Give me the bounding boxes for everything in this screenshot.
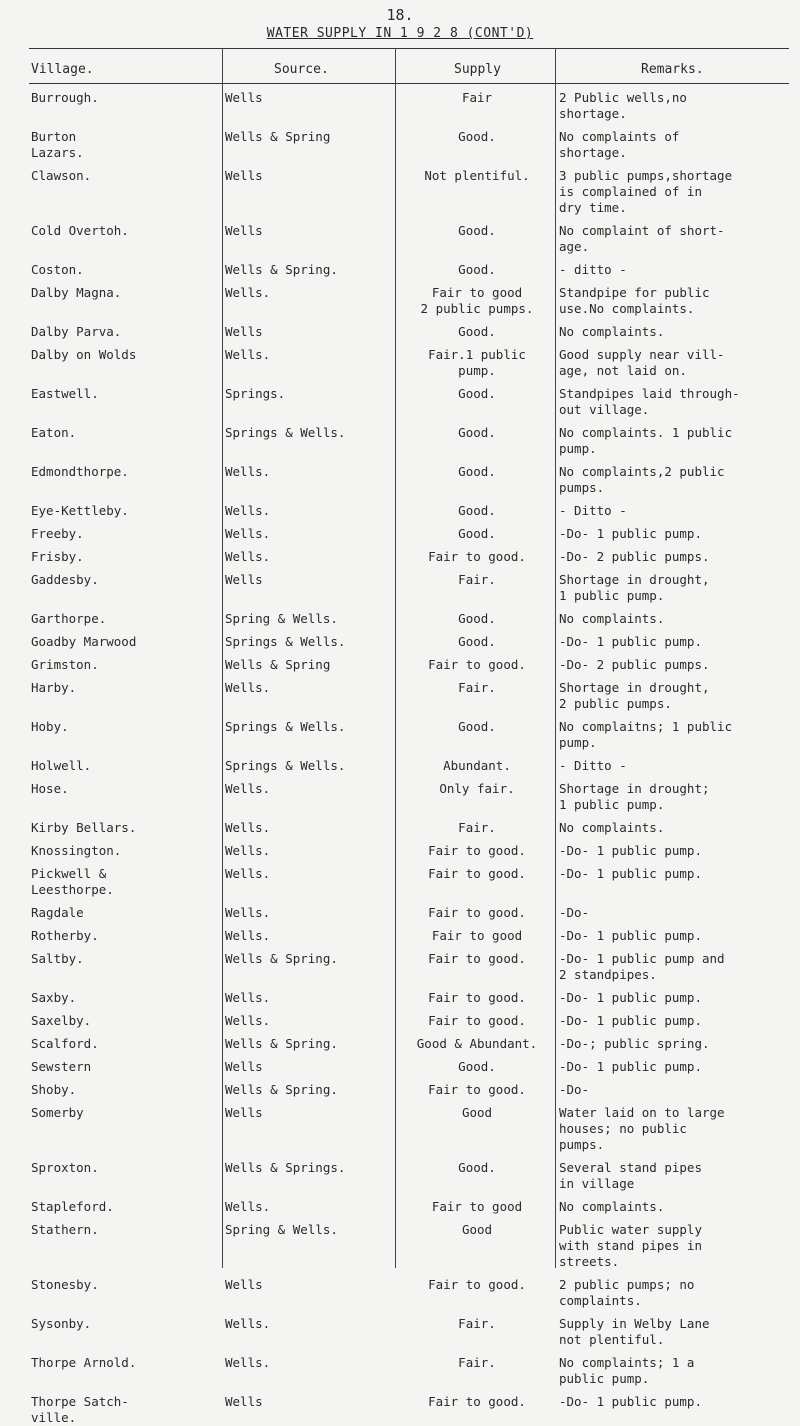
source-cell: Wells & Spring. [225, 262, 338, 277]
village-cell: Stapleford. [31, 1199, 114, 1214]
village-cell: Harby. [31, 680, 77, 695]
remarks-cell: -Do- 1 public pump. [559, 843, 702, 858]
remarks-cell: Several stand pipes in village [559, 1160, 702, 1191]
supply-cell: Fair to good. [428, 1013, 526, 1028]
source-cell: Wells. [225, 781, 271, 796]
village-cell: Frisby. [31, 549, 84, 564]
supply-cell: Good. [458, 223, 496, 238]
supply-cell: Good. [458, 1059, 496, 1074]
page-title [0, 26, 800, 41]
remarks-cell: No complaints. [559, 1199, 665, 1214]
remarks-cell: Water laid on to large houses; no public pumps. [559, 1105, 725, 1152]
remarks-cell: Standpipe for public use.No complaints. [559, 285, 710, 316]
village-cell: Sproxton. [31, 1160, 99, 1175]
supply-cell: Good. [458, 324, 496, 339]
remarks-cell: No complaints. 1 public pump. [559, 425, 733, 456]
remarks-cell: -Do- 1 public pump. [559, 928, 702, 943]
source-cell: Wells. [225, 905, 271, 920]
source-cell: Wells [225, 324, 263, 339]
village-cell: Kirby Bellars. [31, 820, 137, 835]
source-cell: Wells. [225, 526, 271, 541]
supply-cell: Fair to good. [428, 549, 526, 564]
remarks-cell: No complaints. [559, 611, 665, 626]
supply-cell: Only fair. [439, 781, 515, 796]
supply-cell: Good. [458, 129, 496, 144]
village-cell: Holwell. [31, 758, 92, 773]
remarks-cell: -Do- 1 public pump and 2 standpipes. [559, 951, 725, 982]
supply-cell: Fair to good. [428, 1394, 526, 1409]
remarks-cell: 2 public pumps; no complaints. [559, 1277, 695, 1308]
village-cell: Ragdale [31, 905, 84, 920]
village-cell: Edmondthorpe. [31, 464, 129, 479]
source-cell: Springs. [225, 386, 286, 401]
water-supply-table [29, 48, 789, 1425]
column-divider [222, 48, 223, 1268]
page-number: 18. [386, 6, 414, 24]
source-cell: Wells. [225, 549, 271, 564]
village-cell: Sewstern [31, 1059, 92, 1074]
remarks-cell: No complaint of short- age. [559, 223, 725, 254]
table-header-rule [29, 83, 789, 84]
remarks-cell: No complaints,2 public pumps. [559, 464, 725, 495]
source-cell: Wells. [225, 990, 271, 1005]
source-cell: Springs & Wells. [225, 758, 346, 773]
village-cell: Scalford. [31, 1036, 99, 1051]
source-cell: Wells & Spring. [225, 1082, 338, 1097]
village-cell: Eaton. [31, 425, 77, 440]
remarks-cell: -Do-; public spring. [559, 1036, 710, 1051]
remarks-cell: -Do- 2 public pumps. [559, 657, 710, 672]
remarks-cell: -Do- 1 public pump. [559, 526, 702, 541]
source-cell: Wells. [225, 1316, 271, 1331]
supply-cell: Fair to good. [428, 905, 526, 920]
village-cell: Dalby Magna. [31, 285, 122, 300]
supply-cell: Good [461, 1105, 493, 1120]
village-cell: Coston. [31, 262, 84, 277]
village-cell: Stathern. [31, 1222, 99, 1237]
source-cell: Spring & Wells. [225, 1222, 338, 1237]
source-cell: Wells. [225, 843, 271, 858]
village-cell: Eye-Kettleby. [31, 503, 129, 518]
village-cell: Clawson. [31, 168, 92, 183]
remarks-cell: No complaints. [559, 820, 665, 835]
remarks-cell: Good supply near vill- age, not laid on. [559, 347, 725, 378]
column-header-remarks: Remarks. [641, 62, 704, 77]
supply-cell: Good. [458, 719, 496, 734]
remarks-cell: No complaitns; 1 public pump. [559, 719, 733, 750]
village-cell: Hoby. [31, 719, 69, 734]
remarks-cell: -Do- 1 public pump. [559, 866, 702, 881]
village-cell: Gaddesby. [31, 572, 99, 587]
village-cell: Hose. [31, 781, 69, 796]
source-cell: Wells [225, 572, 263, 587]
source-cell: Wells & Spring. [225, 951, 338, 966]
source-cell: Wells. [225, 464, 271, 479]
table-top-rule [29, 48, 789, 49]
supply-cell: Fair. [458, 572, 496, 587]
remarks-cell: -Do- 1 public pump. [559, 1394, 702, 1409]
village-cell: Sysonby. [31, 1316, 92, 1331]
village-cell: Thorpe Arnold. [31, 1355, 137, 1370]
supply-cell: Fair to good. [428, 1082, 526, 1097]
remarks-cell: Shortage in drought, 2 public pumps. [559, 680, 710, 711]
remarks-cell: -Do- [559, 905, 590, 920]
column-divider [395, 48, 396, 1268]
source-cell: Springs & Wells. [225, 634, 346, 649]
column-header-supply: Supply [454, 62, 501, 77]
supply-cell: Fair to good. [428, 951, 526, 966]
supply-cell: Abundant. [443, 758, 511, 773]
supply-cell: Fair. [458, 680, 496, 695]
remarks-cell: 3 public pumps,shortage is complained of in dry time. [559, 168, 733, 215]
supply-cell: Good. [458, 526, 496, 541]
village-cell: Stonesby. [31, 1277, 99, 1292]
supply-cell: Fair to good. [428, 990, 526, 1005]
village-cell: Somerby [31, 1105, 84, 1120]
remarks-cell: Shortage in drought; 1 public pump. [559, 781, 710, 812]
village-cell: Burrough. [31, 90, 99, 105]
supply-cell: Fair to good [431, 1199, 523, 1214]
remarks-cell: -Do- 1 public pump. [559, 1059, 702, 1074]
village-cell: Freeby. [31, 526, 84, 541]
supply-cell: Fair to good [431, 928, 523, 943]
supply-cell: Fair. [458, 1316, 496, 1331]
village-cell: Rotherby. [31, 928, 99, 943]
village-cell: Eastwell. [31, 386, 99, 401]
supply-cell: Not plentiful. [424, 168, 530, 183]
remarks-cell: -Do- 1 public pump. [559, 634, 702, 649]
remarks-cell: - ditto - [559, 262, 627, 277]
village-cell: Saltby. [31, 951, 84, 966]
remarks-cell: -Do- 1 public pump. [559, 1013, 702, 1028]
source-cell: Wells. [225, 866, 271, 881]
column-header-village: Village. [31, 62, 94, 77]
village-cell: Goadby Marwood [31, 634, 137, 649]
supply-cell: Good. [458, 634, 496, 649]
remarks-cell: 2 Public wells,no shortage. [559, 90, 687, 121]
source-cell: Springs & Wells. [225, 425, 346, 440]
village-cell: Burton Lazars. [31, 129, 84, 160]
village-cell: Grimston. [31, 657, 99, 672]
village-cell: Dalby Parva. [31, 324, 122, 339]
remarks-cell: Public water supply with stand pipes in streets. [559, 1222, 702, 1269]
source-cell: Wells [225, 1277, 263, 1292]
remarks-cell: No complaints; 1 a public pump. [559, 1355, 695, 1386]
supply-cell: Fair.1 public pump. [428, 347, 526, 378]
source-cell: Wells & Spring [225, 657, 331, 672]
supply-cell: Good. [458, 386, 496, 401]
source-cell: Wells. [225, 680, 271, 695]
source-cell: Wells. [225, 347, 271, 362]
supply-cell: Good. [458, 1160, 496, 1175]
remarks-cell: Standpipes laid through- out village. [559, 386, 740, 417]
source-cell: Wells. [225, 1199, 271, 1214]
remarks-cell: Supply in Welby Lane not plentiful. [559, 1316, 710, 1347]
source-cell: Wells. [225, 1355, 271, 1370]
remarks-cell: No complaints. [559, 324, 665, 339]
village-cell: Thorpe Satch- ville. [31, 1394, 129, 1425]
village-cell: Garthorpe. [31, 611, 107, 626]
source-cell: Wells & Springs. [225, 1160, 346, 1175]
column-header-source: Source. [274, 62, 329, 77]
supply-cell: Good [461, 1222, 493, 1237]
village-cell: Pickwell & Leesthorpe. [31, 866, 114, 897]
source-cell: Wells [225, 1059, 263, 1074]
remarks-cell: Shortage in drought, 1 public pump. [559, 572, 710, 603]
village-cell: Saxelby. [31, 1013, 92, 1028]
source-cell: Wells [225, 1105, 263, 1120]
supply-cell: Good. [458, 425, 496, 440]
supply-cell: Fair to good. [428, 843, 526, 858]
supply-cell: Fair to good. [428, 657, 526, 672]
supply-cell: Fair to good 2 public pumps. [420, 285, 534, 316]
supply-cell: Fair. [458, 1355, 496, 1370]
remarks-cell: -Do- [559, 1082, 590, 1097]
source-cell: Wells [225, 223, 263, 238]
village-cell: Saxby. [31, 990, 77, 1005]
source-cell: Wells [225, 90, 263, 105]
remarks-cell: -Do- 1 public pump. [559, 990, 702, 1005]
source-cell: Wells. [225, 1013, 271, 1028]
supply-cell: Fair [461, 90, 493, 105]
source-cell: Wells & Spring. [225, 1036, 338, 1051]
page-title-text: WATER SUPPLY IN 1 9 2 8 (CONT'D) [266, 26, 534, 41]
source-cell: Springs & Wells. [225, 719, 346, 734]
supply-cell: Fair. [458, 820, 496, 835]
source-cell: Wells [225, 1394, 263, 1409]
remarks-cell: - Ditto - [559, 758, 627, 773]
source-cell: Spring & Wells. [225, 611, 338, 626]
supply-cell: Good. [458, 464, 496, 479]
village-cell: Dalby on Wolds [31, 347, 137, 362]
remarks-cell: No complaints of shortage. [559, 129, 680, 160]
supply-cell: Good. [458, 262, 496, 277]
supply-cell: Good. [458, 611, 496, 626]
source-cell: Wells. [225, 928, 271, 943]
village-cell: Cold Overtoh. [31, 223, 129, 238]
source-cell: Wells. [225, 285, 271, 300]
village-cell: Knossington. [31, 843, 122, 858]
remarks-cell: - Ditto - [559, 503, 627, 518]
village-cell: Shoby. [31, 1082, 77, 1097]
supply-cell: Good & Abundant. [416, 1036, 538, 1051]
source-cell: Wells. [225, 503, 271, 518]
source-cell: Wells & Spring [225, 129, 331, 144]
source-cell: Wells. [225, 820, 271, 835]
remarks-cell: -Do- 2 public pumps. [559, 549, 710, 564]
supply-cell: Fair to good. [428, 866, 526, 881]
source-cell: Wells [225, 168, 263, 183]
supply-cell: Fair to good. [428, 1277, 526, 1292]
supply-cell: Good. [458, 503, 496, 518]
